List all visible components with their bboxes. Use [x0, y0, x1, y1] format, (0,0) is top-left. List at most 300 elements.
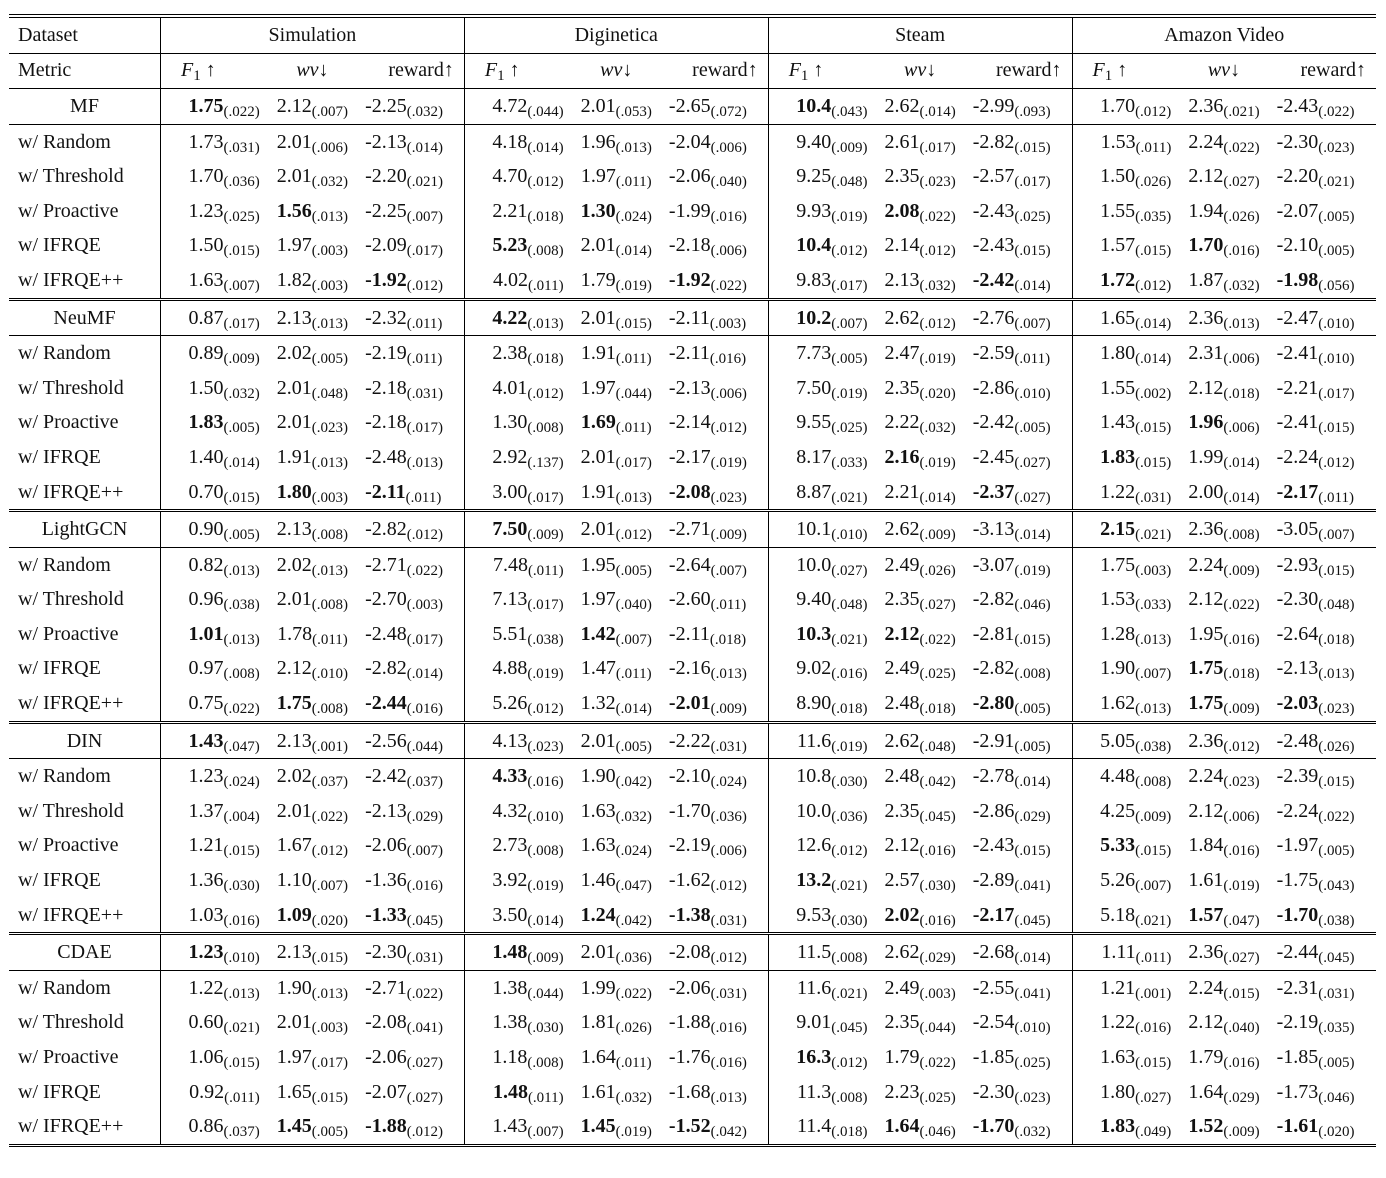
cell-f1 — [464, 229, 565, 264]
cell-std: (.026) — [615, 1020, 652, 1037]
cell-std: (.017) — [406, 243, 443, 260]
cell-std: (.037) — [223, 1124, 260, 1141]
cell-value: 1.64 — [1188, 1080, 1224, 1103]
cell-std: (.005) — [615, 738, 652, 755]
cell-f1 — [1072, 194, 1173, 229]
cell-std: (.011) — [615, 666, 652, 683]
cell-std: (.013) — [223, 562, 260, 579]
cell-std: (.006) — [710, 843, 747, 860]
cell-value: 1.75 — [276, 692, 312, 715]
cell-value: 1.42 — [580, 622, 616, 645]
metric-arrow: ↑ — [808, 59, 824, 82]
cell-value: -2.17 — [972, 903, 1015, 926]
cell-std: (.015) — [1135, 243, 1172, 260]
cell-value: -2.43 — [1276, 94, 1319, 117]
cell-wv — [1173, 124, 1274, 159]
cell-std: (.045) — [919, 808, 956, 825]
cell-value: -2.19 — [1276, 1011, 1319, 1034]
cell-std: (.009) — [1135, 808, 1172, 825]
cell-std: (.016) — [1135, 1020, 1172, 1037]
cell-wv — [869, 652, 970, 687]
cell-reward — [363, 336, 464, 371]
cell-value: 2.01 — [276, 799, 312, 822]
cell-reward — [363, 1109, 464, 1145]
cell-value: 1.11 — [1101, 941, 1136, 964]
cell-value: 1.83 — [1100, 445, 1136, 468]
cell-value: -2.24 — [1276, 445, 1319, 468]
row-label: w/ Random — [9, 971, 161, 1006]
cell-value: -2.60 — [668, 588, 711, 611]
cell-std: (.013) — [527, 315, 564, 332]
cell-std: (.042) — [615, 912, 652, 929]
cell-reward — [363, 124, 464, 159]
table-row — [9, 159, 1376, 194]
cell-value: 4.13 — [492, 729, 528, 752]
cell-reward — [1275, 759, 1376, 794]
cell-std: (.006) — [710, 243, 747, 260]
cell-wv — [262, 336, 363, 371]
cell-wv — [566, 722, 667, 759]
cell-std: (.019) — [527, 666, 564, 683]
table-row — [9, 583, 1376, 618]
cell-std: (.038) — [527, 631, 564, 648]
cell-std: (.011) — [527, 1089, 564, 1106]
cell-std: (.011) — [527, 277, 564, 294]
cell-reward — [971, 686, 1072, 722]
cell-value: 1.03 — [188, 903, 224, 926]
cell-std: (.014) — [615, 243, 652, 260]
cell-value: 1.53 — [1100, 588, 1136, 611]
cell-value: 4.70 — [492, 165, 528, 188]
cell-f1 — [1072, 229, 1173, 264]
cell-f1 — [768, 617, 869, 652]
cell-reward — [667, 89, 768, 125]
cell-std: (.031) — [710, 738, 747, 755]
cell-value: -3.13 — [972, 518, 1015, 541]
cell-value: 11.4 — [796, 1115, 832, 1138]
cell-value: -2.13 — [365, 799, 407, 822]
metric-name: wv — [296, 59, 319, 82]
cell-std: (.006) — [1223, 808, 1260, 825]
cell-value: -1.73 — [1276, 1080, 1319, 1103]
cell-std: (.008) — [527, 843, 564, 860]
cell-reward — [971, 406, 1072, 441]
cell-value: 1.50 — [188, 376, 224, 399]
cell-reward — [971, 971, 1072, 1006]
cell-std: (.018) — [831, 701, 868, 718]
cell-std: (.013) — [311, 562, 349, 579]
cell-std: (.017) — [527, 597, 564, 614]
cell-reward — [971, 124, 1072, 159]
cell-std: (.022) — [1223, 597, 1260, 614]
cell-value: 2.12 — [1188, 799, 1224, 822]
cell-value: 1.48 — [492, 941, 528, 964]
cell-std: (.019) — [1014, 562, 1051, 579]
cell-value: 1.83 — [188, 411, 224, 434]
metric-arrow: ↑ — [504, 59, 520, 82]
cell-wv — [566, 863, 667, 898]
cell-std: (.137) — [527, 454, 564, 471]
cell-value: 1.82 — [276, 268, 312, 291]
cell-value: 9.40 — [796, 588, 832, 611]
cell-std: (.008) — [1223, 527, 1260, 544]
cell-std: (.007) — [1135, 878, 1172, 895]
cell-value: -2.55 — [972, 976, 1015, 999]
cell-value: 2.02 — [276, 765, 312, 788]
cell-reward — [363, 440, 464, 475]
cell-value: -2.91 — [972, 729, 1015, 752]
row-label: w/ IFRQE — [9, 1075, 161, 1110]
dataset-amazon-video: Amazon Video — [1072, 18, 1376, 53]
cell-std: (.019) — [831, 385, 868, 402]
cell-f1 — [768, 89, 869, 125]
cell-std: (.022) — [1223, 139, 1260, 156]
cell-wv — [1173, 1075, 1274, 1110]
cell-std: (.017) — [1318, 385, 1355, 402]
cell-value: 2.36 — [1188, 518, 1224, 541]
cell-f1 — [464, 371, 565, 406]
cell-value: 2.62 — [884, 941, 920, 964]
cell-std: (.014) — [1135, 315, 1172, 332]
cell-std: (.019) — [831, 208, 868, 225]
cell-std: (.021) — [223, 1020, 260, 1037]
cell-f1 — [161, 336, 262, 371]
cell-value: -2.44 — [1276, 941, 1319, 964]
cell-f1 — [768, 759, 869, 794]
cell-value: -2.82 — [972, 130, 1015, 153]
cell-wv — [869, 863, 970, 898]
metric-name: F — [788, 59, 801, 82]
cell-std: (.011) — [615, 351, 652, 368]
cell-std: (.008) — [831, 950, 868, 967]
row-label: w/ IFRQE — [9, 652, 161, 687]
cell-f1 — [1072, 475, 1173, 511]
cell-value: 2.49 — [884, 976, 920, 999]
cell-std: (.026) — [1318, 738, 1355, 755]
cell-std: (.007) — [1135, 666, 1172, 683]
table-row — [9, 617, 1376, 652]
cell-std: (.032) — [919, 420, 956, 437]
cell-value: 2.12 — [1188, 1011, 1224, 1034]
table-row — [9, 1075, 1376, 1110]
cell-value: -2.43 — [972, 834, 1015, 857]
cell-value: 4.22 — [492, 306, 528, 329]
cell-std: (.009) — [710, 527, 747, 544]
cell-f1 — [768, 371, 869, 406]
cell-value: -2.22 — [668, 729, 711, 752]
cell-value: 1.65 — [1100, 306, 1136, 329]
cell-std: (.013) — [311, 208, 349, 225]
cell-value: -2.11 — [668, 622, 710, 645]
cell-std: (.017) — [406, 420, 443, 437]
cell-std: (.038) — [1318, 912, 1355, 929]
cell-f1 — [464, 89, 565, 125]
cell-wv — [566, 475, 667, 511]
cell-std: (.015) — [1135, 1055, 1172, 1072]
cell-value: 1.96 — [1188, 411, 1224, 434]
cell-std: (.044) — [406, 738, 443, 755]
metric-arrow: ↑ — [200, 59, 216, 82]
cell-value: 1.61 — [580, 1080, 616, 1103]
cell-std: (.036) — [615, 950, 652, 967]
cell-value: 7.13 — [492, 588, 528, 611]
cell-value: 1.87 — [1188, 268, 1224, 291]
table-row — [9, 1109, 1376, 1145]
cell-std: (.009) — [710, 701, 747, 718]
cell-value: 2.21 — [492, 199, 528, 222]
cell-std: (.011) — [1135, 950, 1172, 967]
cell-std: (.041) — [1014, 878, 1051, 895]
cell-f1 — [768, 194, 869, 229]
row-label: w/ Threshold — [9, 794, 161, 829]
cell-f1 — [768, 475, 869, 511]
cell-std: (.006) — [1223, 420, 1260, 437]
cell-std: (.007) — [710, 562, 747, 579]
base-model-row — [9, 934, 1376, 971]
cell-std: (.013) — [615, 489, 652, 506]
cell-reward — [1275, 263, 1376, 299]
cell-std: (.012) — [831, 843, 868, 860]
cell-std: (.007) — [406, 208, 443, 225]
cell-wv — [262, 829, 363, 864]
cell-std: (.008) — [527, 1055, 564, 1072]
cell-f1 — [464, 440, 565, 475]
metric-arrow: ↓ — [622, 59, 633, 82]
cell-wv — [566, 898, 667, 934]
cell-value: 9.25 — [796, 165, 832, 188]
cell-value: 2.57 — [884, 869, 920, 892]
cell-wv — [1173, 511, 1274, 548]
cell-value: -2.71 — [365, 976, 407, 999]
cell-std: (.012) — [710, 420, 747, 437]
cell-reward — [1275, 89, 1376, 125]
cell-value: -2.13 — [1276, 657, 1319, 680]
cell-reward — [667, 371, 768, 406]
row-label: w/ Proactive — [9, 1040, 161, 1075]
cell-reward — [1275, 194, 1376, 229]
cell-std: (.007) — [1014, 315, 1051, 332]
cell-value: 1.63 — [1100, 1046, 1136, 1069]
cell-value: 1.81 — [580, 1011, 616, 1034]
cell-f1 — [161, 863, 262, 898]
cell-value: -2.59 — [972, 342, 1015, 365]
cell-std: (.005) — [615, 562, 652, 579]
cell-std: (.016) — [1223, 843, 1260, 860]
cell-value: 5.51 — [492, 622, 528, 645]
cell-std: (.031) — [1318, 985, 1355, 1002]
cell-wv — [566, 1075, 667, 1110]
cell-reward — [1275, 440, 1376, 475]
cell-reward — [667, 159, 768, 194]
cell-std: (.008) — [527, 420, 564, 437]
cell-std: (.005) — [311, 1124, 349, 1141]
cell-value: 7.50 — [796, 376, 832, 399]
cell-value: 1.75 — [188, 94, 224, 117]
dataset-simulation: Simulation — [161, 18, 465, 53]
cell-value: 2.12 — [884, 834, 920, 857]
cell-value: -2.25 — [365, 94, 407, 117]
cell-value: 2.01 — [276, 376, 312, 399]
cell-std: (.014) — [527, 139, 564, 156]
cell-std: (.022) — [919, 208, 956, 225]
cell-value: -2.13 — [365, 130, 407, 153]
cell-value: -2.31 — [1276, 976, 1319, 999]
cell-reward — [1275, 371, 1376, 406]
cell-value: 7.50 — [492, 518, 528, 541]
metric-subscript: 1 — [1104, 68, 1113, 85]
cell-std: (.018) — [709, 631, 747, 648]
cell-value: 1.97 — [580, 588, 616, 611]
cell-reward — [1275, 475, 1376, 511]
cell-std: (.011) — [615, 174, 652, 191]
cell-reward — [667, 511, 768, 548]
cell-reward — [363, 1075, 464, 1110]
cell-f1 — [1072, 583, 1173, 618]
cell-wv — [1173, 863, 1274, 898]
cell-value: 2.13 — [276, 306, 312, 329]
cell-std: (.012) — [919, 315, 956, 332]
cell-value: 5.18 — [1100, 903, 1136, 926]
cell-f1 — [768, 583, 869, 618]
cell-f1 — [464, 1109, 565, 1145]
table-row — [9, 475, 1376, 511]
cell-f1 — [161, 124, 262, 159]
cell-std: (.030) — [527, 1020, 564, 1037]
cell-wv — [1173, 299, 1274, 336]
row-label: w/ Proactive — [9, 617, 161, 652]
cell-f1 — [1072, 440, 1173, 475]
cell-std: (.013) — [223, 985, 260, 1002]
table-row — [9, 794, 1376, 829]
cell-value: -2.76 — [972, 306, 1015, 329]
cell-value: 11.6 — [796, 729, 832, 752]
cell-wv — [869, 722, 970, 759]
cell-std: (.044) — [527, 985, 564, 1002]
metric-name: F — [484, 59, 498, 82]
cell-wv — [262, 263, 363, 299]
cell-std: (.013) — [1223, 315, 1260, 332]
cell-std: (.014) — [223, 454, 260, 471]
cell-reward — [971, 263, 1072, 299]
cell-reward — [971, 829, 1072, 864]
cell-f1 — [768, 794, 869, 829]
cell-std: (.017) — [919, 139, 956, 156]
cell-value: 2.24 — [1188, 976, 1224, 999]
metric-name: reward — [692, 59, 748, 82]
cell-std: (.015) — [1014, 631, 1051, 648]
cell-std: (.012) — [710, 878, 747, 895]
cell-std: (.012) — [919, 243, 956, 260]
cell-value: 2.13 — [884, 268, 920, 291]
cell-std: (.010) — [831, 527, 868, 544]
cell-std: (.012) — [527, 701, 564, 718]
cell-wv — [566, 229, 667, 264]
cell-f1 — [1072, 934, 1173, 971]
cell-std: (.011) — [224, 1089, 260, 1106]
cell-reward — [971, 371, 1072, 406]
cell-value: -2.42 — [972, 268, 1015, 291]
cell-value: -2.08 — [365, 1011, 407, 1034]
cell-value: 1.18 — [492, 1046, 528, 1069]
cell-value: 2.01 — [276, 165, 312, 188]
cell-std: (.021) — [831, 985, 868, 1002]
cell-value: 2.23 — [884, 1080, 920, 1103]
cell-std: (.022) — [919, 631, 956, 648]
cell-std: (.027) — [1223, 174, 1260, 191]
cell-value: 10.8 — [796, 765, 832, 788]
cell-reward — [971, 794, 1072, 829]
cell-std: (.012) — [831, 243, 868, 260]
cell-reward — [363, 194, 464, 229]
cell-std: (.018) — [919, 701, 956, 718]
metric-arrow: ↑ — [747, 59, 758, 82]
cell-f1 — [768, 1075, 869, 1110]
cell-f1 — [161, 898, 262, 934]
base-model-row — [9, 89, 1376, 125]
cell-value: 1.22 — [1100, 480, 1136, 503]
cell-reward — [971, 440, 1072, 475]
cell-value: -2.71 — [365, 553, 407, 576]
cell-std: (.005) — [223, 527, 260, 544]
cell-wv — [566, 934, 667, 971]
metric-subscript: 1 — [800, 68, 809, 85]
cell-reward — [1275, 124, 1376, 159]
metric-label: Metric — [9, 53, 161, 89]
cell-std: (.008) — [311, 527, 349, 544]
cell-reward — [363, 299, 464, 336]
cell-value: 0.90 — [188, 518, 224, 541]
table-row — [9, 229, 1376, 264]
cell-value: 10.0 — [796, 553, 832, 576]
cell-value: -2.06 — [365, 1046, 407, 1069]
cell-std: (.014) — [919, 103, 956, 120]
cell-f1 — [464, 263, 565, 299]
cell-wv — [262, 194, 363, 229]
cell-std: (.009) — [919, 527, 956, 544]
cell-std: (.021) — [1318, 174, 1355, 191]
cell-value: 1.23 — [188, 199, 224, 222]
cell-value: -2.57 — [972, 165, 1015, 188]
cell-wv — [566, 124, 667, 159]
cell-reward — [363, 371, 464, 406]
cell-value: -1.52 — [668, 1115, 711, 1138]
cell-reward — [971, 583, 1072, 618]
cell-value: 4.72 — [492, 94, 528, 117]
cell-f1 — [464, 475, 565, 511]
cell-reward — [363, 583, 464, 618]
cell-value: -2.07 — [365, 1080, 407, 1103]
cell-std: (.012) — [311, 843, 349, 860]
cell-wv — [1173, 159, 1274, 194]
cell-value: -2.81 — [972, 622, 1015, 645]
cell-std: (.008) — [1014, 666, 1051, 683]
cell-wv — [262, 1006, 363, 1041]
cell-std: (.016) — [406, 878, 443, 895]
cell-value: -2.20 — [365, 165, 407, 188]
cell-reward — [667, 898, 768, 934]
cell-value: 12.6 — [796, 834, 832, 857]
cell-value: 1.75 — [1188, 692, 1224, 715]
cell-value: 10.4 — [796, 94, 832, 117]
cell-wv — [262, 406, 363, 441]
cell-std: (.022) — [1318, 808, 1355, 825]
cell-std: (.007) — [1318, 527, 1355, 544]
cell-std: (.012) — [1135, 277, 1172, 294]
cell-f1 — [1072, 686, 1173, 722]
cell-std: (.019) — [1223, 878, 1260, 895]
cell-std: (.016) — [223, 912, 260, 929]
cell-std: (.018) — [831, 1124, 868, 1141]
